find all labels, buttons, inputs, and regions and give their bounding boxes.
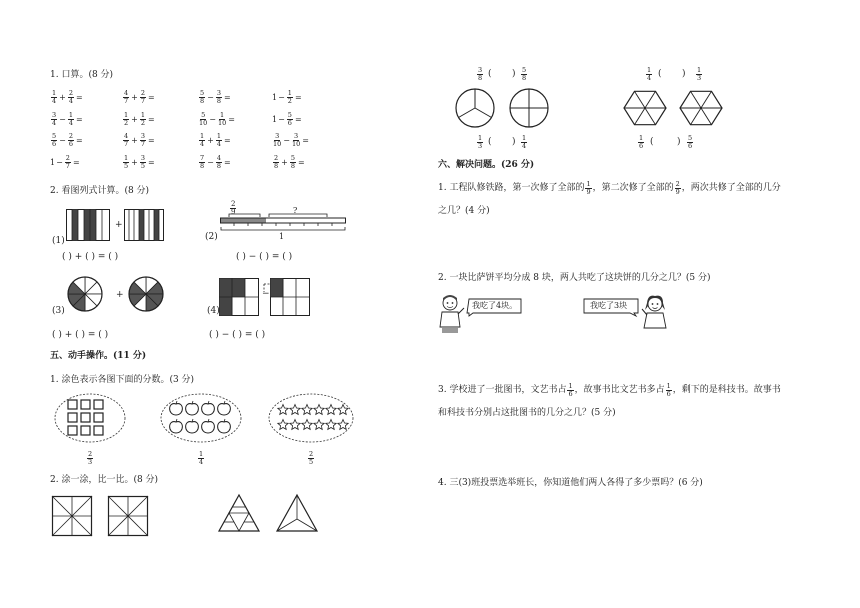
math-expression: [122, 155, 155, 170]
numerator: 2: [675, 180, 680, 188]
fraction: [675, 181, 681, 196]
denominator: 6: [666, 390, 671, 398]
equals-sign: =: [223, 136, 231, 145]
star-icon: [302, 420, 312, 430]
section-6-title: 六、解决问题。(26 分): [438, 160, 535, 170]
numerator: 2: [309, 450, 314, 458]
operator: +: [131, 136, 138, 145]
denominator: 7: [65, 162, 70, 170]
denominator: 7: [140, 97, 145, 105]
compare-frac-top-right: [521, 67, 527, 82]
compare-paren-close-2: ): [512, 137, 516, 147]
denominator: 4: [68, 119, 73, 127]
numerator: 1: [52, 89, 57, 97]
apple-icon: [186, 419, 199, 433]
fraction-label-2: [198, 451, 204, 466]
fraction: [199, 90, 205, 105]
equals-sign: =: [223, 93, 231, 102]
denominator: 8: [274, 162, 279, 170]
denominator: 8: [522, 74, 527, 82]
numerator: 3: [52, 111, 57, 119]
operator: +: [59, 93, 66, 102]
fraction: [287, 90, 293, 105]
numerator: 3: [478, 66, 483, 74]
text: ，故事书比文艺书多占: [574, 385, 665, 395]
numerator: 4: [216, 154, 221, 162]
operator: −: [283, 136, 290, 145]
fraction: [68, 133, 74, 148]
fraction: [199, 155, 205, 170]
numerator: 1: [199, 450, 204, 458]
oval-apples: [160, 393, 242, 443]
operator: −: [207, 158, 214, 167]
boy-illustration: [436, 294, 466, 334]
q2-label-1: (1): [52, 236, 65, 246]
star-icon: [338, 420, 348, 430]
numerator: 5: [201, 111, 206, 119]
square-diagonals-b: [108, 496, 148, 536]
numerator: 1: [568, 382, 573, 390]
denominator: 3: [697, 74, 702, 82]
circle-thirds: [455, 88, 495, 128]
numerator: 1: [639, 134, 644, 142]
apple-icon: [170, 401, 183, 415]
star-icon: [326, 420, 336, 430]
fraction: [273, 155, 279, 170]
apple-icon: [218, 419, 231, 433]
operator: −: [209, 115, 216, 124]
s6-q4: 4. 三(3)班投票选举班长，你知道他们两人各得了多少票吗？(6 分): [438, 478, 703, 488]
numerator: 3: [140, 154, 145, 162]
denominator: 8: [216, 162, 221, 170]
fraction: [140, 90, 146, 105]
denominator: 10: [199, 119, 208, 127]
triangle-subdivided-b: [276, 494, 318, 532]
q1-title: 1. 口算。(8 分): [50, 70, 114, 80]
numerator: 3: [140, 132, 145, 140]
blank-equation-1: ( ) + ( ) = ( ): [62, 252, 119, 262]
denominator: 3: [88, 458, 93, 466]
math-expression: [198, 112, 235, 127]
triangle-subdivided-a: [218, 494, 260, 532]
blank-equation-4: ( ) − ( ) = ( ): [209, 330, 266, 340]
fraction: [68, 90, 74, 105]
fraction: [216, 133, 222, 148]
denominator: 3: [478, 142, 483, 150]
fraction: [292, 133, 300, 148]
numerator: 5: [290, 154, 295, 162]
numerator: 2: [65, 154, 70, 162]
equals-sign: =: [75, 93, 83, 102]
equals-sign: =: [147, 136, 155, 145]
numerator: 5: [200, 89, 205, 97]
whole-number: 1: [272, 115, 278, 124]
equals-sign: =: [302, 136, 309, 145]
compare-frac-hex-bottom-left: [638, 135, 644, 150]
numerator: 1: [586, 180, 591, 188]
fraction: [65, 155, 71, 170]
apple-icon: [186, 401, 199, 415]
star-icon: [314, 405, 324, 415]
fraction: [199, 112, 207, 127]
numerator: 1: [200, 132, 205, 140]
equals-sign: =: [75, 115, 83, 124]
fraction-denominator: 9: [231, 208, 236, 216]
compare-paren-open-1: (: [488, 69, 492, 79]
fraction: [140, 133, 146, 148]
operator: +: [131, 115, 138, 124]
math-expression: [122, 90, 155, 105]
numerator: 1: [522, 134, 527, 142]
shaded-rectangle-a: [66, 209, 110, 241]
math-expression: [122, 112, 155, 127]
math-expression: [272, 155, 305, 170]
fraction: [123, 90, 129, 105]
whole-number: 1: [272, 93, 278, 102]
denominator: 6: [287, 119, 292, 127]
equals-sign: =: [147, 115, 155, 124]
fraction: [68, 112, 74, 127]
star-icon: [290, 420, 300, 430]
fraction: [216, 90, 222, 105]
numerator: 3: [294, 132, 299, 140]
denominator: 4: [200, 140, 205, 148]
equals-sign: =: [147, 158, 155, 167]
text: 3. 学校进了一批图书，文艺书占: [438, 385, 567, 395]
numerator: 3: [216, 89, 221, 97]
apple-icon: [218, 401, 231, 415]
shaded-rectangle-b: [124, 209, 164, 241]
numerator: 1: [68, 111, 73, 119]
q2-label-2: (2): [205, 232, 218, 242]
apple-icon: [202, 419, 215, 433]
text: 1. 工程队修铁路，第一次修了全部的: [438, 183, 585, 193]
compare-frac-hex-top-left: [646, 67, 652, 82]
blank-equation-2: ( ) − ( ) = ( ): [236, 252, 293, 262]
denominator: 4: [68, 97, 73, 105]
s6-q1-line1: [438, 181, 781, 196]
math-expression: [50, 155, 80, 170]
apple-icon: [202, 401, 215, 415]
whole-number: 1: [50, 158, 56, 167]
denominator: 2: [287, 97, 292, 105]
denominator: 9: [586, 188, 591, 196]
s6-q1-line2: 之几？(4 分): [438, 206, 490, 216]
text: ，剩下的是科技书。故事书: [672, 385, 781, 395]
denominator: 6: [688, 142, 693, 150]
fraction: [216, 155, 222, 170]
operator: +: [131, 93, 138, 102]
equals-sign: =: [75, 136, 83, 145]
numerator: 3: [275, 132, 280, 140]
numerator: 1: [140, 111, 145, 119]
star-icon: [290, 405, 300, 415]
fraction: [290, 155, 296, 170]
numerator: 1: [124, 154, 129, 162]
math-expression: [272, 112, 302, 127]
operator: +: [281, 158, 288, 167]
numerator: 1: [287, 89, 292, 97]
compare-frac-hex-bottom-right: [687, 135, 693, 150]
operator: −: [207, 93, 214, 102]
s6-q3-line2: 和科技书分别占这批图书的几分之几？(5 分): [438, 408, 616, 418]
fraction: [218, 112, 226, 127]
text: ，两次共修了全部的几分: [681, 183, 781, 193]
oval-stars: [268, 393, 354, 443]
numerator: 1: [220, 111, 225, 119]
numerator: 5: [52, 132, 57, 140]
compare-paren-open-4: (: [650, 137, 654, 147]
compare-paren-close-4: ): [677, 137, 681, 147]
math-expression: [272, 133, 309, 148]
compare-frac-hex-top-right: [696, 67, 702, 82]
denominator: 4: [52, 119, 57, 127]
fraction: [273, 133, 281, 148]
number-line-question-mark: ?: [293, 206, 298, 215]
denominator: 7: [140, 140, 145, 148]
numerator: 4: [124, 132, 129, 140]
fraction: [666, 383, 672, 398]
s6-q3-line1: [438, 383, 781, 398]
math-expression: [198, 155, 231, 170]
numerator: 5: [522, 66, 527, 74]
shaded-circle-b: [128, 276, 164, 312]
q2-label-3: (3): [52, 306, 65, 316]
star-icon: [338, 405, 348, 415]
denominator: 6: [52, 140, 57, 148]
hexagon-sixths-b: [678, 88, 724, 128]
equals-sign: =: [297, 158, 305, 167]
numerator: 2: [274, 154, 279, 162]
shaded-circle-a: [67, 276, 103, 312]
fraction-numerator: 2: [231, 200, 236, 208]
number-line-whole: 1: [279, 232, 285, 241]
denominator: 8: [200, 97, 205, 105]
fraction-label-3: [308, 451, 314, 466]
math-expression: [122, 133, 155, 148]
numerator: 1: [666, 382, 671, 390]
compare-paren-close-1: ): [512, 69, 516, 79]
denominator: 7: [124, 97, 129, 105]
numerator: 4: [124, 89, 129, 97]
denominator: 4: [522, 142, 527, 150]
numerator: 1: [216, 132, 221, 140]
compare-paren-open-2: (: [488, 137, 492, 147]
numerator: 1: [124, 111, 129, 119]
denominator: 2: [124, 119, 129, 127]
hexagon-sixths-a: [622, 88, 668, 128]
numerator: 5: [287, 111, 292, 119]
star-icon: [278, 405, 288, 415]
math-expression: [50, 112, 83, 127]
q2-title: 2. 看图列式计算。(8 分): [50, 186, 150, 196]
denominator: 5: [309, 458, 314, 466]
fraction: [287, 112, 293, 127]
fraction: [199, 133, 205, 148]
denominator: 5: [140, 162, 145, 170]
fraction: [123, 112, 129, 127]
fraction: [123, 133, 129, 148]
section-5-title: 五、动手操作。(11 分): [50, 351, 147, 361]
numerator: 7: [200, 154, 205, 162]
plus-sign-1: +: [115, 220, 123, 230]
oval-squares: [54, 393, 126, 443]
denominator: 8: [290, 162, 295, 170]
compare-paren-open-3: (: [658, 69, 662, 79]
boy-bubble-text: 我吃了4块。: [472, 301, 518, 310]
denominator: 6: [568, 390, 573, 398]
fraction: [51, 112, 57, 127]
circle-quarters: [509, 88, 549, 128]
star-icon: [302, 405, 312, 415]
denominator: 10: [217, 119, 227, 127]
numerator: 1: [478, 134, 483, 142]
compare-frac-bottom-right: [521, 135, 527, 150]
compare-frac-bottom-left: [477, 135, 483, 150]
minus-sign: −: [262, 289, 270, 299]
numerator: 2: [68, 89, 73, 97]
denominator: 4: [216, 140, 221, 148]
section-5-q1-title: 1. 涂色表示各图下面的分数。(3 分): [50, 375, 195, 385]
text: ，第二次修了全部的: [592, 183, 674, 193]
fraction: [51, 90, 57, 105]
equals-sign: =: [223, 158, 231, 167]
denominator: 6: [639, 142, 644, 150]
dashed-oval: [269, 394, 353, 442]
equals-sign: =: [147, 93, 155, 102]
fraction: [123, 155, 129, 170]
denominator: 5: [124, 162, 129, 170]
section-5-q2-title: 2. 涂一涂，比一比。(8 分): [50, 475, 159, 485]
apple-icon: [170, 419, 183, 433]
numerator: 2: [88, 450, 93, 458]
q2-label-4: (4): [207, 306, 220, 316]
denominator: 4: [52, 97, 57, 105]
denominator: 8: [216, 97, 221, 105]
denominator: 9: [675, 188, 680, 196]
fraction: [567, 383, 573, 398]
math-expression: [50, 133, 83, 148]
fraction: [585, 181, 591, 196]
math-expression: [198, 90, 231, 105]
star-icon: [326, 405, 336, 415]
star-icon: [314, 420, 324, 430]
plus-sign-2: +: [116, 290, 124, 300]
dashed-oval: [161, 394, 241, 442]
operator: −: [278, 115, 285, 124]
numerator: 1: [697, 66, 702, 74]
fraction: [140, 155, 146, 170]
equals-sign: =: [72, 158, 80, 167]
equals-sign: =: [294, 93, 302, 102]
girl-illustration: [640, 294, 670, 334]
numerator: 5: [688, 134, 693, 142]
s6-q2: 2. 一块比萨饼平均分成 8 块，两人共吃了这块饼的几分之几？(5 分): [438, 273, 711, 283]
denominator: 2: [140, 119, 145, 127]
blank-equation-3: ( ) + ( ) = ( ): [52, 330, 109, 340]
math-expression: [198, 133, 231, 148]
compare-paren-close-3: ): [682, 69, 686, 79]
operator: −: [56, 158, 63, 167]
denominator: 10: [291, 140, 301, 148]
fraction: [51, 133, 57, 148]
shaded-grid-a: [219, 278, 259, 316]
denominator: 6: [68, 140, 73, 148]
square-diagonals-a: [52, 496, 92, 536]
operator: +: [207, 136, 214, 145]
fraction-label-1: [87, 451, 93, 466]
denominator: 7: [124, 140, 129, 148]
shaded-grid-b: [270, 278, 310, 316]
denominator: 8: [200, 162, 205, 170]
equals-sign: =: [228, 115, 235, 124]
math-expression: [50, 90, 83, 105]
operator: −: [278, 93, 285, 102]
denominator: 10: [273, 140, 282, 148]
denominator: 4: [647, 74, 652, 82]
star-icon: [278, 420, 288, 430]
operator: +: [131, 158, 138, 167]
denominator: 4: [199, 458, 204, 466]
numerator: 1: [647, 66, 652, 74]
numerator: 2: [140, 89, 145, 97]
operator: −: [59, 115, 66, 124]
operator: −: [59, 136, 66, 145]
denominator: 8: [478, 74, 483, 82]
equals-sign: =: [294, 115, 302, 124]
compare-frac-top-left: [477, 67, 483, 82]
girl-bubble-text: 我吃了3块: [590, 301, 628, 310]
fraction: [140, 112, 146, 127]
numerator: 2: [68, 132, 73, 140]
math-expression: [272, 90, 302, 105]
